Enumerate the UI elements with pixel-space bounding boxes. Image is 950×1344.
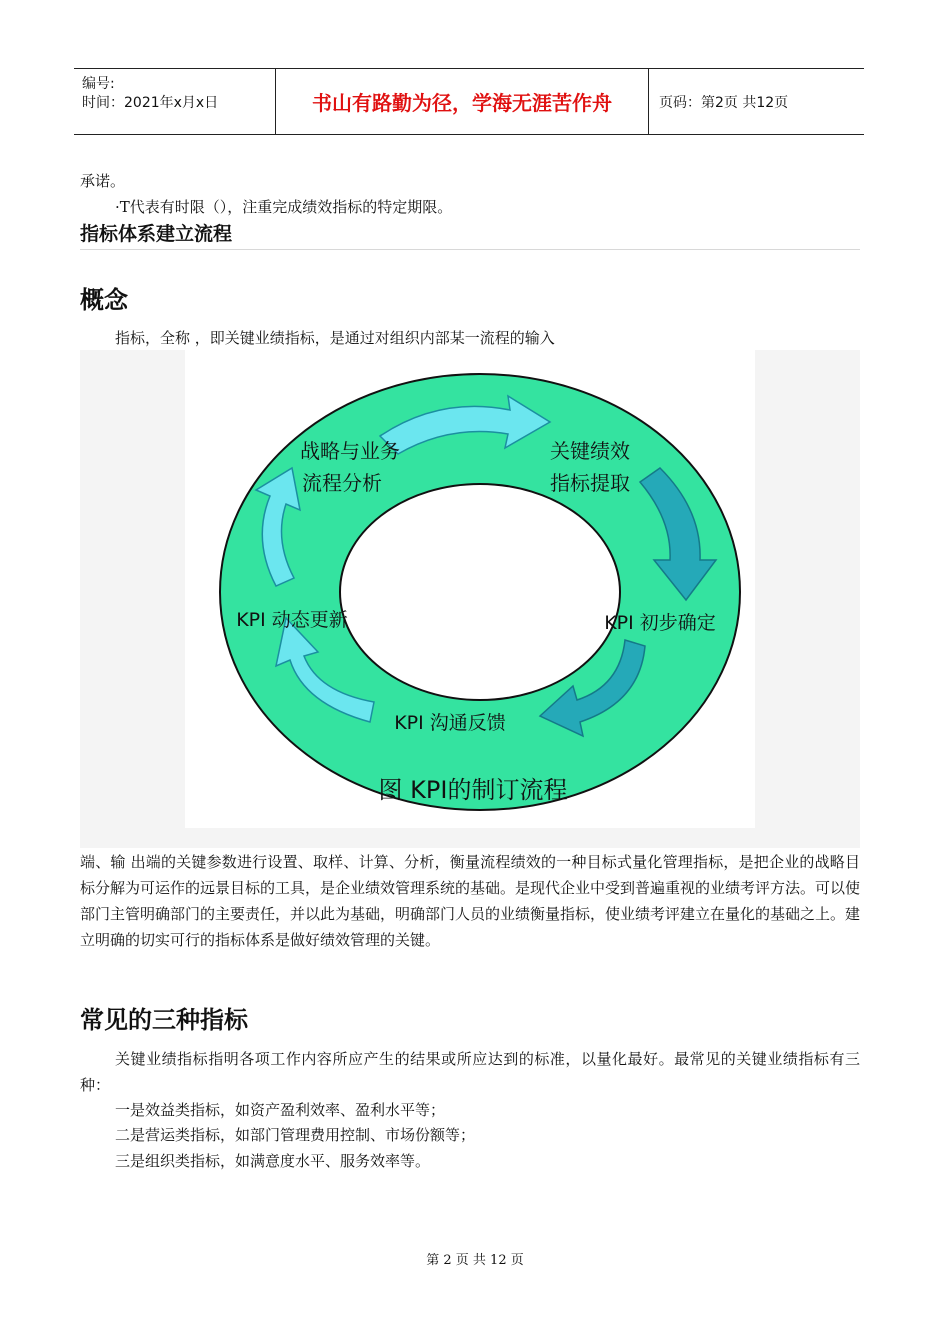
concept-intro: 指标，全称 ，即关键业绩指标，是通过对组织内部某一流程的输入 <box>115 329 555 347</box>
body-line-promise: 承诺。 <box>80 172 126 190</box>
stage-strategy-line1: 战略与业务 <box>300 439 400 463</box>
document-time-label: 时间：2021年x月x日 <box>82 95 219 111</box>
kpi-cycle-diagram <box>80 350 860 848</box>
heading-process: 指标体系建立流程 <box>80 223 233 245</box>
stage-feedback: KPI 沟通反馈 <box>394 712 506 734</box>
body-line-timebound: ·T代表有时限（），注重完成绩效指标的特定期限。 <box>115 198 453 216</box>
header-page-info: 页码：第2页 共12页 <box>659 94 789 111</box>
page-footer: 第 2 页 共 12 页 <box>426 1253 524 1268</box>
concept-paragraph: 端、输 出端的关键参数进行设置、取样、计算、分析，衡量流程绩效的一种目标式量化管理指标，是把企业的战略目标分解为可运作的远景目标的工具，是企业绩效管理系统的基础。是现代企业中受到普遍重视的业绩考评方法。可以使部门主管明确部门的主要责任，并以此为基础，明确部门人员的业绩衡量指标，使业绩考评建立在量化的基础之上。建立明确的切实可行的指标体系是做好绩效管理的关键。 <box>80 853 861 949</box>
indicator-item-2: 二是营运类指标，如部门管理费用控制、市场份额等； <box>115 1126 476 1144</box>
stage-initial: KPI 初步确定 <box>604 612 716 634</box>
kpi-process-figure <box>80 350 860 848</box>
page-header <box>74 68 864 135</box>
header-meta <box>74 69 276 134</box>
header-motto: 书山有路勤为径，学海无涯苦作舟 <box>276 69 649 134</box>
ring-hole <box>340 484 620 700</box>
indicator-item-1: 一是效益类指标，如资产盈利效率、盈利水平等； <box>115 1101 446 1119</box>
heading-concept: 概念 <box>80 286 128 314</box>
indicator-item-3: 三是组织类指标，如满意度水平、服务效率等。 <box>115 1152 431 1170</box>
stage-update: KPI 动态更新 <box>236 609 348 631</box>
stage-strategy-line2: 流程分析 <box>302 471 382 495</box>
stage-extract-line2: 指标提取 <box>550 471 630 495</box>
figure-caption: 图 KPI的制订流程 <box>378 776 568 804</box>
three-indicators-intro: 关键业绩指标指明各项工作内容所应产生的结果或所应达到的标准，以量化最好。最常见的关键业绩指标有三种： <box>80 1050 860 1094</box>
document-number-label: 编号: <box>82 76 115 92</box>
stage-extract-line1: 关键绩效 <box>550 439 630 463</box>
heading-three-indicators: 常见的三种指标 <box>80 1006 248 1034</box>
section-divider <box>80 249 860 250</box>
